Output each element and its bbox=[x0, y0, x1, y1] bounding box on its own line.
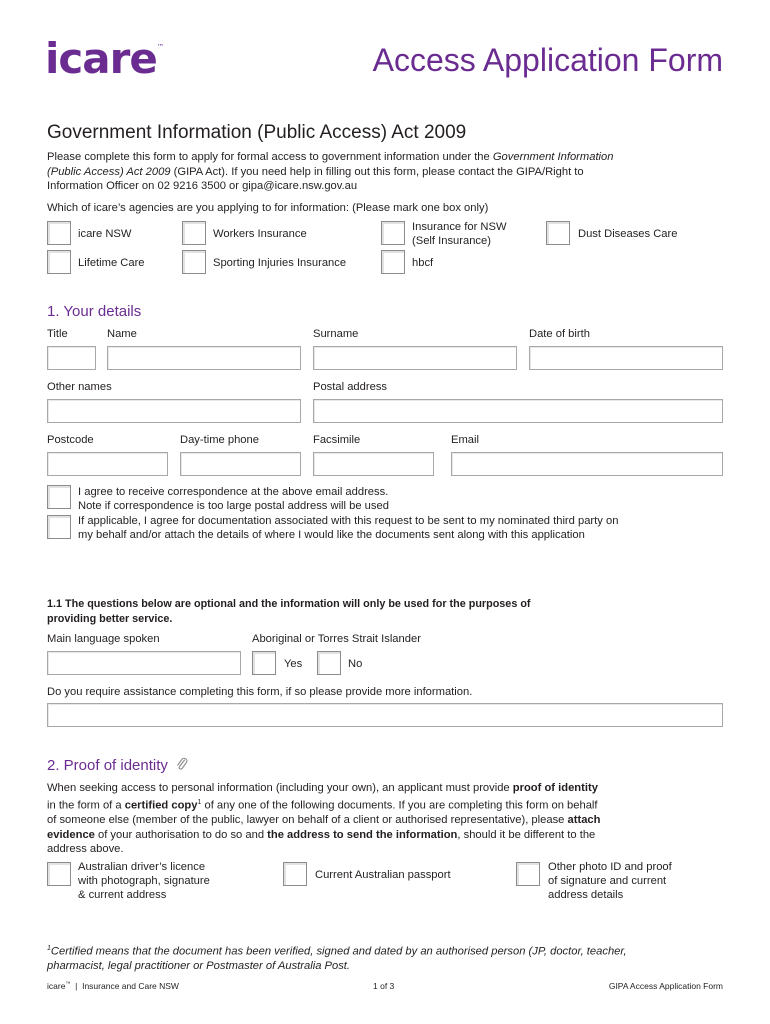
aboriginal-label: Aboriginal or Torres Strait Islander bbox=[252, 633, 421, 645]
intro-paragraph: Please complete this form to apply for formal access to government information under the Government Information (Public Access) Act 2009 (GIPA Act). If you need help in filling out this form, please contact the GIPA/Right to Information Officer on 02 9216 3500 or gipa@icare.nsw.gov.au bbox=[47, 151, 614, 193]
postcode-field[interactable] bbox=[47, 452, 168, 476]
dob-label: Date of birth bbox=[529, 328, 590, 340]
label-passport: Current Australian passport bbox=[315, 869, 451, 881]
form-title: Access Application Form bbox=[372, 42, 723, 78]
footer-right: GIPA Access Application Form bbox=[608, 981, 723, 991]
other-names-field[interactable] bbox=[47, 399, 301, 423]
label-dust-diseases: Dust Diseases Care bbox=[578, 228, 678, 240]
icare-logo: icare™ bbox=[45, 34, 164, 83]
label-lifetime-care: Lifetime Care bbox=[78, 257, 145, 269]
label-hbcf: hbcf bbox=[412, 257, 434, 269]
checkbox-hbcf[interactable] bbox=[381, 250, 405, 274]
other-names-label: Other names bbox=[47, 381, 112, 393]
label-no: No bbox=[348, 658, 363, 670]
phone-field[interactable] bbox=[180, 452, 301, 476]
checkbox-lifetime-care[interactable] bbox=[47, 250, 71, 274]
agree-email-text: I agree to receive correspondence at the above email address. Note if correspondence is too large postal address will be used bbox=[78, 486, 389, 512]
surname-field[interactable] bbox=[313, 346, 517, 370]
checkbox-agree-email[interactable] bbox=[47, 485, 71, 509]
section-proof-of-identity-heading: 2. Proof of identity bbox=[47, 757, 188, 774]
paperclip-icon bbox=[176, 757, 188, 771]
agency-question: Which of icare’s agencies are you applying to for information: (Please mark one box only) bbox=[47, 202, 489, 214]
act-title: Government Information (Public Access) Act 2009 bbox=[47, 122, 467, 143]
surname-label: Surname bbox=[313, 328, 359, 340]
checkbox-dust-diseases[interactable] bbox=[546, 221, 570, 245]
checkbox-insurance-for-nsw[interactable] bbox=[381, 221, 405, 245]
fax-field[interactable] bbox=[313, 452, 434, 476]
title-field[interactable] bbox=[47, 346, 96, 370]
checkbox-other-photo-id[interactable] bbox=[516, 862, 540, 886]
postcode-label: Postcode bbox=[47, 434, 94, 446]
assistance-label: Do you require assistance completing this form, if so please provide more information. bbox=[47, 686, 473, 698]
language-field[interactable] bbox=[47, 651, 241, 675]
footer-left: icare™ | Insurance and Care NSW bbox=[47, 981, 179, 991]
checkbox-drivers-licence[interactable] bbox=[47, 862, 71, 886]
checkbox-aboriginal-yes[interactable] bbox=[252, 651, 276, 675]
email-field[interactable] bbox=[451, 452, 723, 476]
checkbox-third-party[interactable] bbox=[47, 515, 71, 539]
dob-field[interactable] bbox=[529, 346, 723, 370]
language-label: Main language spoken bbox=[47, 633, 160, 645]
postal-address-label: Postal address bbox=[313, 381, 388, 393]
assistance-field[interactable] bbox=[47, 703, 723, 727]
certified-footnote: $^1$Certified means that the document has been verified, signed and dated by an authorised person (JP, doctor, teacher, pharmacist, legal practitioner or Postmaster of Australia Post. bbox=[47, 945, 627, 973]
checkbox-sporting-injuries[interactable] bbox=[182, 250, 206, 274]
label-insurance-for-nsw: Insurance for NSW (Self Insurance) bbox=[412, 221, 507, 247]
identity-paragraph: When seeking access to personal information (including your own), an applicant must provide proof of identity in the form of a certified copy$^1$ of any one of the following documents. If you are completing this form on behalf of someone else (member of the public, lawyer on behalf of a client or authorised representative), please attach evidence of your authorisation to do so and the address to send the information, should it be different to the address above. bbox=[47, 782, 601, 856]
checkbox-passport[interactable] bbox=[283, 862, 307, 886]
label-other-photo-id: Other photo ID and proof of signature and current address details bbox=[548, 861, 672, 901]
name-field[interactable] bbox=[107, 346, 301, 370]
section-your-details-heading: 1. Your details bbox=[47, 303, 142, 320]
label-icare-nsw: icare NSW bbox=[78, 228, 132, 240]
fax-label: Facsimile bbox=[313, 434, 361, 446]
phone-label: Day-time phone bbox=[180, 434, 259, 446]
email-label: Email bbox=[451, 434, 479, 446]
label-drivers-licence: Australian driver’s licence with photograph, signature & current address bbox=[78, 861, 210, 901]
label-yes: Yes bbox=[284, 658, 303, 670]
postal-address-field[interactable] bbox=[313, 399, 723, 423]
checkbox-aboriginal-no[interactable] bbox=[317, 651, 341, 675]
title-label: Title bbox=[47, 328, 68, 340]
name-label: Name bbox=[107, 328, 137, 340]
optional-questions-heading: 1.1 The questions below are optional and the information will only be used for the purposes of providing better service. bbox=[47, 598, 531, 625]
checkbox-workers-insurance[interactable] bbox=[182, 221, 206, 245]
third-party-text: If applicable, I agree for documentation associated with this request to be sent to my nominated third party on my behalf and/or attach the details of where I would like the documents sent along with this application bbox=[78, 515, 619, 541]
label-sporting-injuries: Sporting Injuries Insurance bbox=[213, 257, 347, 269]
footer-page-number: 1 of 3 bbox=[373, 981, 395, 991]
checkbox-icare-nsw[interactable] bbox=[47, 221, 71, 245]
label-workers-insurance: Workers Insurance bbox=[213, 228, 307, 240]
